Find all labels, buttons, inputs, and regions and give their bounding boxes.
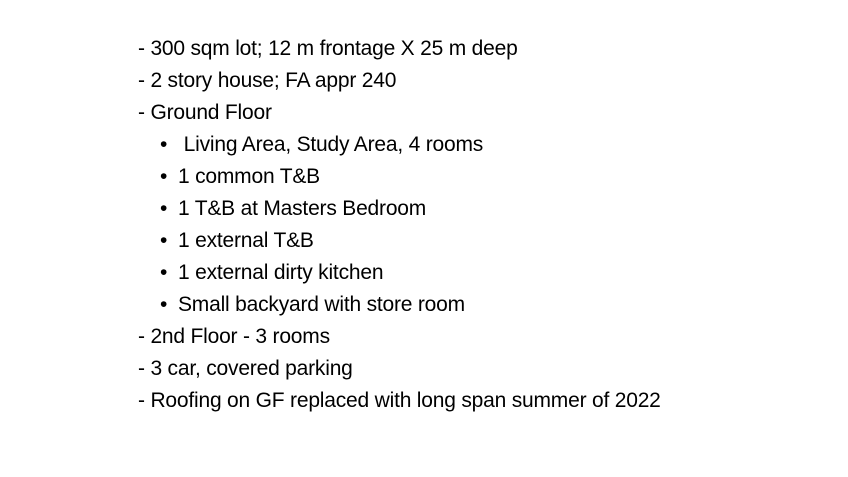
sub-list-item (138, 193, 661, 225)
dash-marker: - (138, 325, 151, 348)
list-item-text: 2 story house; FA appr 240 (150, 69, 397, 92)
list-item (138, 321, 661, 353)
sub-list-item-text: 1 common T&B (178, 165, 320, 188)
bullet-marker: • (160, 197, 168, 220)
property-details-list (138, 33, 661, 417)
sub-list-item (138, 129, 661, 161)
dash-marker: - (138, 389, 151, 412)
list-item (138, 353, 661, 385)
sub-list-item (138, 289, 661, 321)
sub-list-item-text: Small backyard with store room (178, 293, 465, 316)
bullet-marker: • (160, 165, 168, 188)
list-item-text: 300 sqm lot; 12 m frontage X 25 m deep (150, 37, 518, 60)
dash-marker: - (138, 101, 151, 124)
list-item-text: 2nd Floor - 3 rooms (150, 325, 330, 348)
list-item-text: Ground Floor (150, 101, 272, 124)
list-item (138, 97, 661, 129)
sub-list-item (138, 161, 661, 193)
bullet-marker: • (160, 133, 168, 156)
list-item (138, 33, 661, 65)
dash-marker: - (138, 37, 151, 60)
dash-marker: - (138, 69, 151, 92)
list-item-text: Roofing on GF replaced with long span summer of 2022 (150, 389, 661, 412)
list-item-text: 3 car, covered parking (150, 357, 353, 380)
sub-list-item-text: 1 external T&B (178, 229, 314, 252)
sub-list-item-text: 1 external dirty kitchen (178, 261, 384, 284)
sub-list-item (138, 225, 661, 257)
dash-marker: - (138, 357, 151, 380)
list-item (138, 65, 661, 97)
sub-list-item-text: Living Area, Study Area, 4 rooms (178, 133, 484, 156)
sub-list-item (138, 257, 661, 289)
bullet-marker: • (160, 261, 168, 284)
sub-list-item-text: 1 T&B at Masters Bedroom (178, 197, 427, 220)
bullet-marker: • (160, 293, 168, 316)
bullet-marker: • (160, 229, 168, 252)
list-item (138, 385, 661, 417)
